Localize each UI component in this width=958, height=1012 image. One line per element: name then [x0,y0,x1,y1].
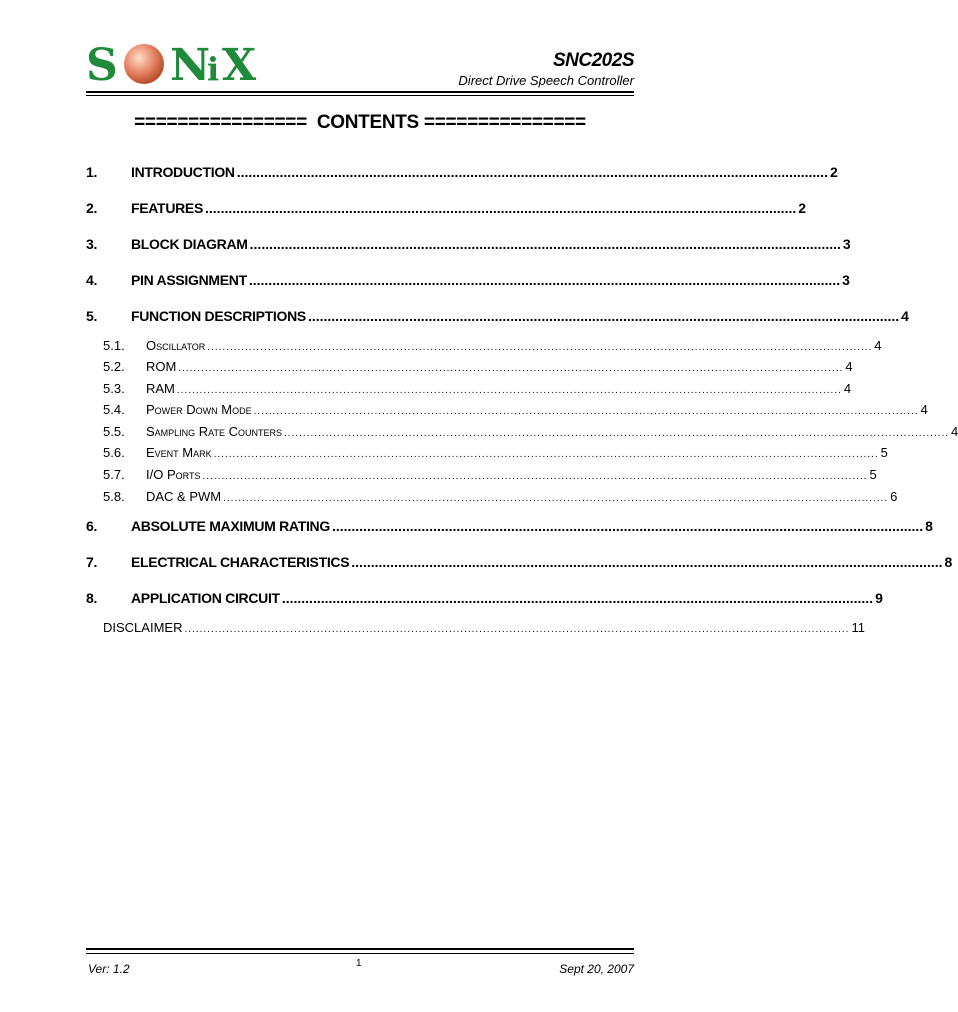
toc-page: 5 [880,445,888,460]
logo-ball [124,44,164,84]
toc-title: FEATURES [131,200,204,216]
footer-page-number: 1 [356,958,362,969]
logo-letter-x: X [222,40,257,91]
product-subtitle: Direct Drive Speech Controller [458,73,634,88]
toc-title: Event Mark [146,445,212,460]
toc-page: 3 [842,272,850,288]
toc-number: 6. [86,518,98,534]
toc-title: Oscillator [146,338,206,353]
toc-entry[interactable] [86,554,953,570]
toc-subentry[interactable] [86,338,882,353]
toc-title: I/O Ports [146,467,201,482]
toc-title: DAC & PWM [146,489,222,504]
toc-leader: ................................................................................................................................................................................ [253,406,919,417]
toc-title: DISCLAIMER [103,620,183,635]
toc-title: ELECTRICAL CHARACTERISTICS [131,554,350,570]
toc-leader: ................................................................................................................................................................................ [207,342,873,353]
toc-title: INTRODUCTION [131,164,235,180]
toc-entry[interactable] [86,272,850,288]
toc-number: 5.7. [103,467,125,482]
toc-page: 11 [851,620,865,635]
toc-leader: ................................................................................................................................................................................ [284,428,950,439]
toc-page: 4 [901,308,909,324]
toc-disclaimer-entry[interactable] [86,620,865,635]
toc-title: FUNCTION DESCRIPTIONS [131,308,306,324]
toc-leader: ........................................................................................................................................................ [331,518,924,534]
sonix-logo [86,40,264,91]
logo-letter-s: S [86,40,118,91]
contents-heading: ================ CONTENTS =============== [134,112,586,133]
toc-subentry[interactable] [86,424,958,439]
toc-number: 5.8. [103,489,125,504]
toc-subentry[interactable] [86,489,898,504]
toc-page: 6 [890,489,898,504]
toc-title: ROM [146,359,177,374]
toc-number: 5.1. [103,338,125,353]
toc-subentry[interactable] [86,402,928,417]
toc-number: 8. [86,590,98,606]
footer-rule-thin [86,953,634,954]
toc-leader: ................................................................................................................................................................................ [184,624,850,635]
toc-number: 5.3. [103,381,125,396]
toc-entry[interactable] [86,518,933,534]
toc-leader: ........................................................................................................................................................ [249,236,841,252]
toc-leader: ........................................................................................................................................................ [205,200,797,216]
toc-leader: ........................................................................................................................................................ [248,272,841,288]
toc-leader: ................................................................................................................................................................................ [202,471,868,482]
toc-page: 4 [843,381,852,396]
toc-entry[interactable] [86,236,851,252]
toc-number: 7. [86,554,98,570]
toc-leader: ................................................................................................................................................................................ [213,449,879,460]
toc-page: 4 [920,402,928,417]
toc-page: 8 [944,554,953,570]
toc-entry[interactable] [86,200,806,216]
toc-page: 2 [829,164,838,180]
toc-page: 4 [951,424,958,439]
toc-page: 9 [875,590,883,606]
toc-number: 4. [86,272,98,288]
product-name: SNC202S [553,50,634,71]
toc-page: 5 [869,467,877,482]
toc-title: PIN ASSIGNMENT [131,272,247,288]
toc-leader: ........................................................................................................................................................ [236,164,828,180]
toc-title: APPLICATION CIRCUIT [131,590,280,606]
toc-number: 5.2. [103,359,125,374]
toc-title: RAM [146,381,175,396]
toc-subentry[interactable] [86,381,852,396]
toc-number: 2. [86,200,98,216]
toc-leader: ................................................................................................................................................................................ [223,493,889,504]
toc-subentry[interactable] [86,467,877,482]
toc-number: 5.6. [103,445,125,460]
toc-number: 3. [86,236,98,252]
toc-title: BLOCK DIAGRAM [131,236,248,252]
toc-entry[interactable] [86,164,838,180]
toc-page: 3 [842,236,851,252]
footer-rule-thick [86,948,634,950]
toc-subentry[interactable] [86,359,853,374]
toc-number: 5.5. [103,424,125,439]
header-rule-thick [86,91,634,93]
logo-letter-i: i [207,50,220,88]
toc-subentry[interactable] [86,445,888,460]
toc-entry[interactable] [86,590,883,606]
toc-leader: ........................................................................................................................................................ [307,308,900,324]
logo-letter-n: N [170,40,211,91]
toc-leader: ........................................................................................................................................................ [281,590,874,606]
toc-title: Sampling Rate Counters [146,424,283,439]
footer-date: Sept 20, 2007 [559,962,634,976]
toc-page: 2 [798,200,806,216]
toc-number: 1. [86,164,98,180]
toc-number: 5. [86,308,98,324]
footer-version: Ver: 1.2 [88,962,130,976]
toc-number: 5.4. [103,402,125,417]
header-rule-thin [86,95,634,96]
toc-page: 8 [925,518,933,534]
toc-title: ABSOLUTE MAXIMUM RATING [131,518,330,534]
toc-title: Power Down Mode [146,402,252,417]
toc-entry[interactable] [86,308,909,324]
toc-leader: ................................................................................................................................................................................ [176,385,842,396]
toc-leader: ................................................................................................................................................................................ [178,363,844,374]
toc-leader: ........................................................................................................................................................ [351,554,943,570]
toc-page: 4 [874,338,882,353]
toc-page: 4 [845,359,853,374]
